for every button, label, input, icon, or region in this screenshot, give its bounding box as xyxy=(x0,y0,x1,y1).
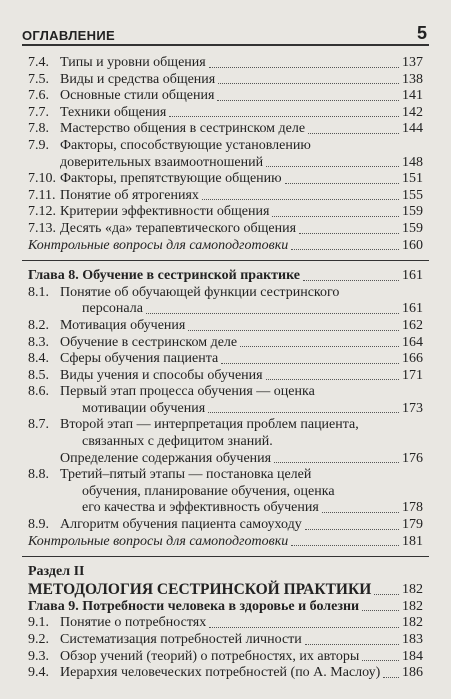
toc-chapter-8[interactable]: Глава 8. Обучение в сестринской практике 161 xyxy=(28,268,423,284)
leader-dots xyxy=(291,545,399,546)
toc-group-7b xyxy=(28,171,423,237)
leader-dots xyxy=(362,660,399,661)
toc-group-9 xyxy=(28,615,423,681)
leader-dots xyxy=(308,133,399,134)
toc-entry[interactable]: 9.1. Понятие о потребностях 182 xyxy=(28,615,423,631)
toc-entry[interactable]: 8.5. Виды учения и способы обучения 171 xyxy=(28,367,423,383)
leader-dots xyxy=(266,379,399,380)
section-label: Раздел II xyxy=(28,564,85,580)
leader-dots xyxy=(303,280,399,281)
running-title: ОГЛАВЛЕНИЕ xyxy=(22,28,115,43)
toc-entry[interactable]: 7.6. Основные стили общения 141 xyxy=(28,88,423,104)
toc-section-2[interactable]: МЕТОДОЛОГИЯ СЕСТРИНСКОЙ ПРАКТИКИ 182 xyxy=(28,580,423,598)
leader-dots xyxy=(305,529,399,530)
toc-entry[interactable]: 7.11. Понятие об ятрогениях 155 xyxy=(28,187,423,203)
toc-entry[interactable]: 7.4. Типы и уровни общения 137 xyxy=(28,55,423,70)
leader-dots xyxy=(362,610,399,611)
leader-dots xyxy=(208,412,399,413)
toc-entry[interactable]: 7.12. Критерии эффективности общения 159 xyxy=(28,204,423,220)
leader-dots xyxy=(209,627,399,628)
leader-dots xyxy=(217,100,399,101)
toc-entry[interactable]: 8.8. Третий–пятый этапы — постановка целей обучения, планирование обучения, оценка его качества и эффективность обучения 178 xyxy=(28,467,423,516)
leader-dots xyxy=(274,462,399,463)
leader-dots xyxy=(221,363,399,364)
leader-dots xyxy=(266,166,399,167)
toc-entry[interactable]: 8.4. Сферы обучения пациента 166 xyxy=(28,351,423,367)
leader-dots xyxy=(322,512,399,513)
toc-entry[interactable]: 9.3. Обзор учений (теорий) о потребностях, их авторы 184 xyxy=(28,648,423,664)
toc-entry[interactable]: 8.7. Второй этап — интерпретация проблем пациента, связанных с дефицитом знаний. Определение содержания обучения 176 xyxy=(28,417,423,466)
leader-dots xyxy=(188,330,399,331)
leader-dots xyxy=(146,313,399,314)
leader-dots xyxy=(169,116,399,117)
toc-entry[interactable]: 8.2. Мотивация обучения 162 xyxy=(28,317,423,333)
toc-entry[interactable]: 7.10. Факторы, препятствующие общению 151 xyxy=(28,171,423,187)
section-divider xyxy=(22,556,429,557)
toc-chapter-9[interactable]: Глава 9. Потребности человека в здоровье и болезни 182 xyxy=(28,598,423,614)
leader-dots xyxy=(218,83,399,84)
leader-dots xyxy=(240,346,399,347)
toc-entry[interactable]: 9.4. Иерархия человеческих потребностей (по А. Маслоу) 186 xyxy=(28,665,423,681)
table-of-contents xyxy=(28,55,423,682)
leader-dots xyxy=(299,233,399,234)
toc-group-7a xyxy=(28,55,423,138)
leader-dots xyxy=(383,677,399,678)
toc-entry[interactable]: 7.9. Факторы, способствующие установлению доверительных взаимоотношений 148 xyxy=(28,137,423,170)
toc-group-8 xyxy=(28,318,423,384)
leader-dots xyxy=(374,594,399,595)
toc-entry[interactable]: 8.3. Обучение в сестринском деле 164 xyxy=(28,334,423,350)
leader-dots xyxy=(305,644,399,645)
toc-entry[interactable]: 9.2. Систематизация потребностей личности 183 xyxy=(28,632,423,647)
leader-dots xyxy=(272,216,399,217)
toc-entry[interactable]: 7.8. Мастерство общения в сестринском деле 144 xyxy=(28,121,423,137)
toc-entry[interactable]: 7.7. Техники общения 142 xyxy=(28,104,423,120)
toc-entry[interactable]: 7.5. Виды и средства общения 138 xyxy=(28,71,423,87)
toc-entry-control-questions[interactable]: Контрольные вопросы для самоподготовки 160 xyxy=(28,237,423,253)
toc-entry-control-questions[interactable]: Контрольные вопросы для самоподготовки 181 xyxy=(28,533,423,549)
leader-dots xyxy=(209,67,399,68)
toc-entry[interactable]: 8.9. Алгоритм обучения пациента самоуходу 179 xyxy=(28,517,423,533)
page-number: 5 xyxy=(416,23,427,43)
toc-entry[interactable]: 8.6. Первый этап процесса обучения — оценка мотивации обучения 173 xyxy=(28,384,423,416)
toc-entry[interactable]: 7.13. Десять «да» терапевтического общения 159 xyxy=(28,220,423,236)
leader-dots xyxy=(291,249,399,250)
toc-entry[interactable]: 8.1. Понятие об обучающей функции сестринского персонала 161 xyxy=(28,284,423,317)
leader-dots xyxy=(202,199,399,200)
page-header xyxy=(22,14,429,46)
leader-dots xyxy=(285,183,399,184)
section-divider xyxy=(22,260,429,261)
